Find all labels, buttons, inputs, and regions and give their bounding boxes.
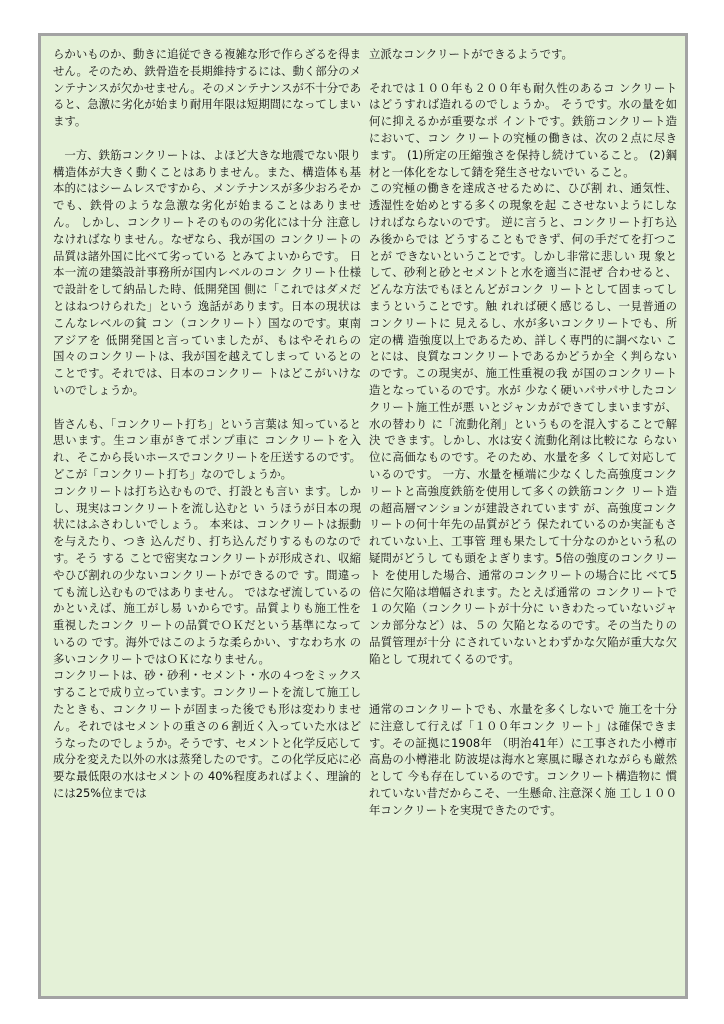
paragraph-right-1: 立派なコンクリートができるようです。: [369, 47, 573, 61]
paragraph-right-2: それでは１００年も２００年も耐久性のあるコ ンクリートはどうすれば造れるのでしょうか。 そうです。水の量を如何に抑えるかが重要なポ イントです。鉄筋コンクリート造において、コン クリートの究極の働きは、次の２点に尽きます。 (1)所定の圧縮強さを保持し続けていること。 (2)鋼材と一体化をなして錆を発生させないでい ること。: [369, 80, 677, 179]
right-column: [369, 46, 677, 819]
text-panel: [38, 33, 688, 999]
left-column: [53, 46, 361, 802]
paragraph-right-4: 通常のコンクリートでも、水量を多くしないで 施工を十分に注意して行えば「１００年コンク リート」は確保できます。その証拠に1908年 （明治41年）に工事された小樽市高島の小樽港北 防波堤は海水と寒風に曝されながらも厳然として 今も存在しているのです。コンクリート構造物に 慣れていない昔だからこそ、一生懸命､注意深く施 工し１００年コンクリートを実現できたのです。: [369, 702, 677, 817]
paragraph-gap: [53, 399, 361, 416]
paragraph-gap: [53, 130, 361, 147]
paragraph-gap: [369, 63, 677, 80]
paragraph-left-5: コンクリートは、砂・砂利・セメント・水の４つをミックスすることで成り立っています。コンクリートを流して施工したときも、コンクリートが固まった後でも形は変わりません。それではセメントの重さの６割近く入っていた水はどうなったのでしょうか。そうです、セメントと化学反応して成分を変えた以外の水は蒸発したのです。この化学反応に必要な最低限の水はセメントの 40%程度あればよく、理論的には25%位までは: [53, 668, 361, 801]
paragraph-gap: [369, 667, 677, 684]
paragraph-right-3: この究極の働きを達成させるために、ひび割 れ、通気性、透湿性を始めとする多くの現象を起 こさせないようにしなければならないのです。 逆に言うと、コンクリート打ち込み後からでは どうすることもできず、何の手だてを打つことが できないということです。しかし非常に悲しい 現 象として、砂利と砂とセメントと水を適当に混ぜ 合わせると、どんな方法でもほとんどがコンク リートとして固まってしまうということです。触 れれば硬く感じるし、一見普通のコンクリートに 見えるし、水が多いコンクリートでも、所定の構 造強度以上であるため、詳しく専門的に調べない ことには、良質なコンクリートであるかどうか全 く判らないのです。この現実が、施工性重視の我 が国のコンクリート造となっているのです。水が 少なく硬いパサパサしたコンクリート施工性が悪 いとジャンカができてしまいますが、水の替わり に「流動化剤」というものを混入することで解決 できます。しかし、水は安く流動化剤は比較にな らない位に高価なものです。そのため、水量を多 くして対応しているのです。 一方、水量を極端に少なくした高強度コンク リートと高強度鉄筋を使用して多くの鉄筋コンク リート造の超高層マンションが建設されています が、高強度コンクリートの何十年先の品質がどう 保たれているのか実証もされていない上、工事管 理も果たして十分なのかという私の疑問がどうし ても頭をよぎります。5倍の強度のコンクリート を使用した場合、通常のコンクリートの場合に比 べて5倍に欠陥は増幅されます。たとえば通常の コンクリートで１の欠陥（コンクリートが十分に いきわたっていないジャンカ部分など）は、５の 欠陥となるのです。その当たりの品質管理が十分 にされていないとわずかな欠陥が重大な欠陥とし て現れてくるのです。: [369, 181, 677, 666]
paragraph-left-3: 皆さんも、「コンクリート打ち」という言葉は 知っていると思います。生コン車がきてポンプ車に コンクリートを入れ、そこから長いホースでコンクリートを圧送するのです。どこが「コンクリート打ち」なのでしょうか。: [53, 416, 361, 481]
paragraph-left-1: らかいものか、動きに追従できる複雑な形で作らざるを得ません。そのため、鉄骨造を長期維持するには、動く部分のメンテナンスが欠かせません。そのメンテナンスが不十分であると、急激に劣化が始まり耐用年限は短期間になってしまいます。: [53, 47, 361, 129]
paragraph-gap: [369, 684, 677, 701]
paragraph-left-2: 一方、鉄筋コンクリートは、よほど大きな地震でない限り構造体が大きく動くことはありません。また、構造体も基本的にはシームレスですから、メンテナンスが多少おろそかでも、鉄骨のような急激な劣化が始まることはありません。 しかし、コンクリートそのものの劣化には十分 注意しなければなりません。なぜなら、我が国の コンクリートの品質は諸外国に比べて劣っている とみてよいからです。 日本一流の建築設計事務所が国内レベルのコン クリート仕様で設計をして納品した時、低開発国 側に「これではダメだとはねつけられた」という 逸話があります。日本の現状はこんなレベルの貧 コン（コンクリート）国なのです。東南アジアを 低開発国と言っていましたが、もはやそれらの 国々のコンクリートは、我が国を越えてしまって いるとのことです。それでは、日本のコンクリー トはどこがいけないのでしょうか。: [53, 147, 361, 397]
paragraph-left-4: コンクリートは打ち込むもので、打設とも言い ます。しかし、現実はコンクリートを流し込むと い うほうが日本の現状にはふさわしいでしょう。 本来は、コンクリートは振動を与えたり、つき 込んだり、打ち込んだりするものなのです。そう する ことで密実なコンクリートが形成され、収縮 やひび割れの少ないコンクリートができるので す。間違っても流し込むものではありません。 ではなぜ流しているのかといえば、施工がし易 いからです。品質よりも施工性を重視したコンク リートの品質でＯＫだという基準になっているの です。海外ではこのような柔らかい、すなわち水 の多いコンクリートではＯＫになりません。: [53, 483, 361, 666]
